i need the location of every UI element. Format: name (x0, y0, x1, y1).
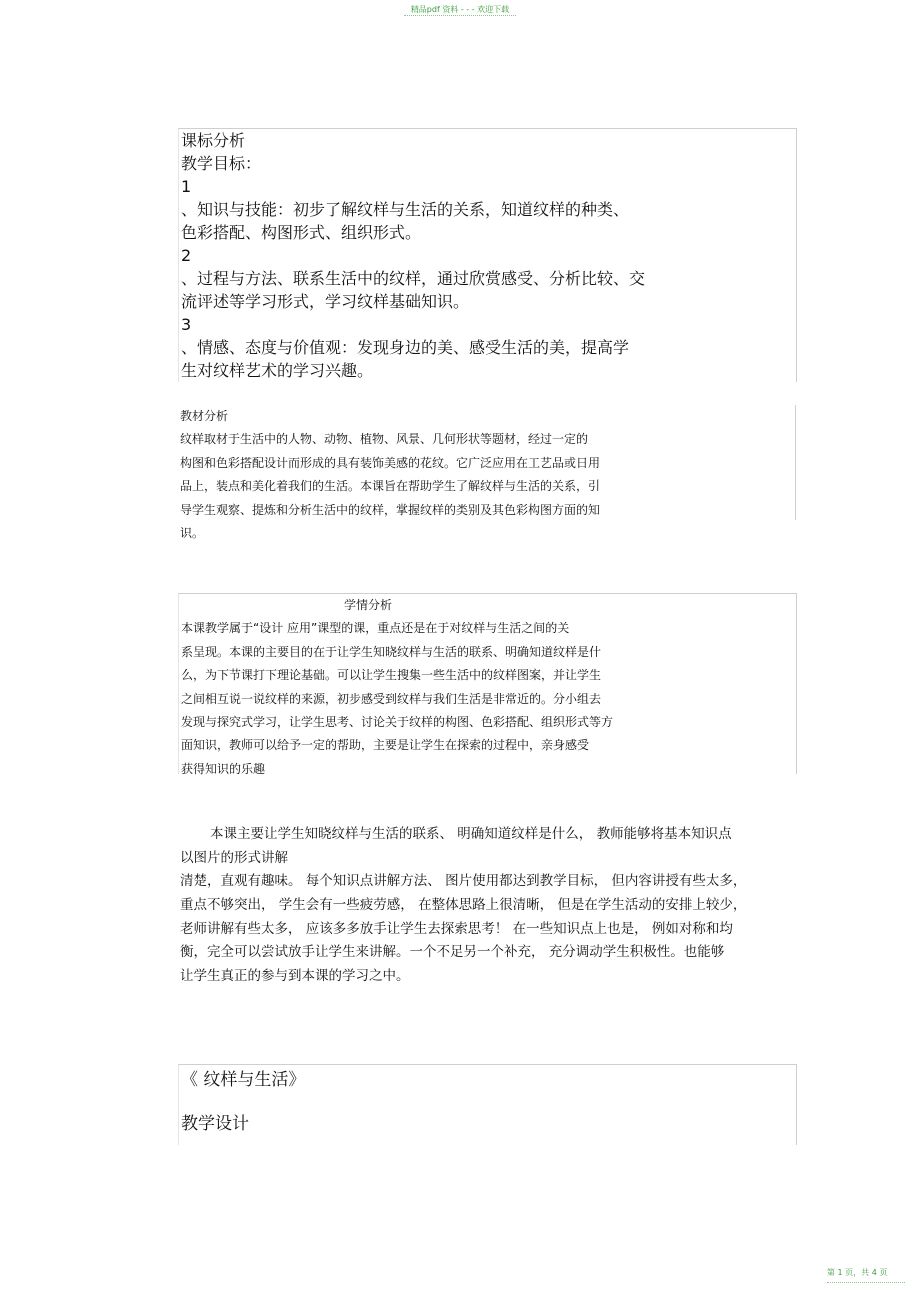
reflection-line: 衡，完全可以尝试放手让学生来讲解。一个不足另一个补充， 充分调动学生积极性。也能够 (180, 944, 725, 961)
textbook-heading: 教材分析 (180, 409, 229, 423)
goal-1-line-1: 、知识与技能：初步了解纹样与生活的关系，知道纹样的种类、 (181, 200, 630, 219)
curriculum-heading: 课标分析 (181, 131, 246, 150)
design-subtitle: 教学设计 (181, 1114, 249, 1134)
textbook-section (180, 405, 796, 540)
page-header: 精品pdf 资料 - - - 欢迎下载 (410, 5, 510, 14)
textbook-line: 识。 (180, 525, 205, 540)
curriculum-section (178, 128, 797, 382)
goal-2-line-1: 、过程与方法、联系生活中的纹样，通过欣赏感受、分析比较、交 (181, 269, 646, 288)
goal-1-number: 1 (181, 177, 192, 196)
students-line: 之间相互说一说纹样的来源，初步感受到纹样与我们生活是非常近的。分小组去 (181, 691, 602, 706)
students-line: 发现与探究式学习，让学生思考、讨论关于纹样的构图、色彩搭配、组织形式等方 (181, 714, 614, 729)
footer-dotted-rule (827, 1282, 905, 1283)
header-dotted-rule (404, 15, 516, 16)
goal-3-line-2: 生对纹样艺术的学习兴趣。 (181, 361, 374, 380)
goal-1-line-2: 色彩搭配、构图形式、组织形式。 (181, 223, 422, 242)
goal-2-line-2: 流评述等学习形式，学习纹样基础知识。 (181, 292, 470, 311)
reflection-line: 清楚，直观有趣味。 每个知识点讲解方法、 图片使用都达到教学目标， 但内容讲授有些太多， (180, 873, 747, 890)
students-line: 获得知识的乐趣 (181, 761, 266, 776)
reflection-paragraph (180, 823, 790, 989)
goal-2-number: 2 (181, 246, 192, 265)
reflection-line: 重点不够突出， 学生会有一些疲劳感， 在整体思路上很清晰， 但是在学生活动的安排上较少， (180, 897, 747, 914)
textbook-line: 品上，装点和美化着我们的生活。本课旨在帮助学生了解纹样与生活的关系，引 (180, 479, 601, 494)
goals-heading: 教学目标： (181, 154, 262, 173)
reflection-line: 以图片的形式讲解 (180, 849, 288, 866)
textbook-line: 纹样取材于生活中的人物、动物、植物、风景、几何形状等题材，经过一定的 (180, 432, 589, 447)
students-line: 本课教学属于“设计 应用”课型的课，重点还是在于对纹样与生活之间的关 (181, 621, 570, 636)
textbook-line: 导学生观察、提炼和分析生活中的纹样，掌握纹样的类别及其色彩构图方面的知 (180, 502, 601, 517)
design-lesson-title: 《 纹样与生活》 (181, 1070, 306, 1090)
students-line: 系呈现。本课的主要目的在于让学生知晓纹样与生活的联系、明确知道纹样是什 (181, 644, 602, 659)
goal-3-line-1: 、情感、态度与价值观：发现身边的美、感受生活的美，提高学 (181, 338, 630, 357)
students-heading: 学情分析 (344, 598, 393, 612)
students-line: 面知识，教师可以给予一定的帮助，主要是让学生在探索的过程中，亲身感受 (181, 738, 590, 753)
reflection-line: 老师讲解有些太多， 应该多多放手让学生去探索思考！ 在一些知识点上也是， 例如对称和均 (180, 920, 733, 937)
reflection-line: 让学生真正的参与到本课的学习之中。 (180, 968, 410, 985)
students-section (178, 593, 797, 774)
reflection-line: 本课主要让学生知晓纹样与生活的联系、 明确知道纹样是什么， 教师能够将基本知识点 (210, 826, 732, 842)
goal-3-number: 3 (181, 315, 192, 334)
students-line: 么，为下节课打下理论基础。可以让学生搜集一些生活中的纹样图案，并让学生 (181, 668, 602, 683)
design-section (178, 1064, 797, 1145)
page-footer: 第 1 页，共 4 页 (827, 1268, 888, 1277)
textbook-line: 构图和色彩搭配设计而形成的具有装饰美感的花纹。它广泛应用在工艺品或日用 (180, 455, 601, 470)
